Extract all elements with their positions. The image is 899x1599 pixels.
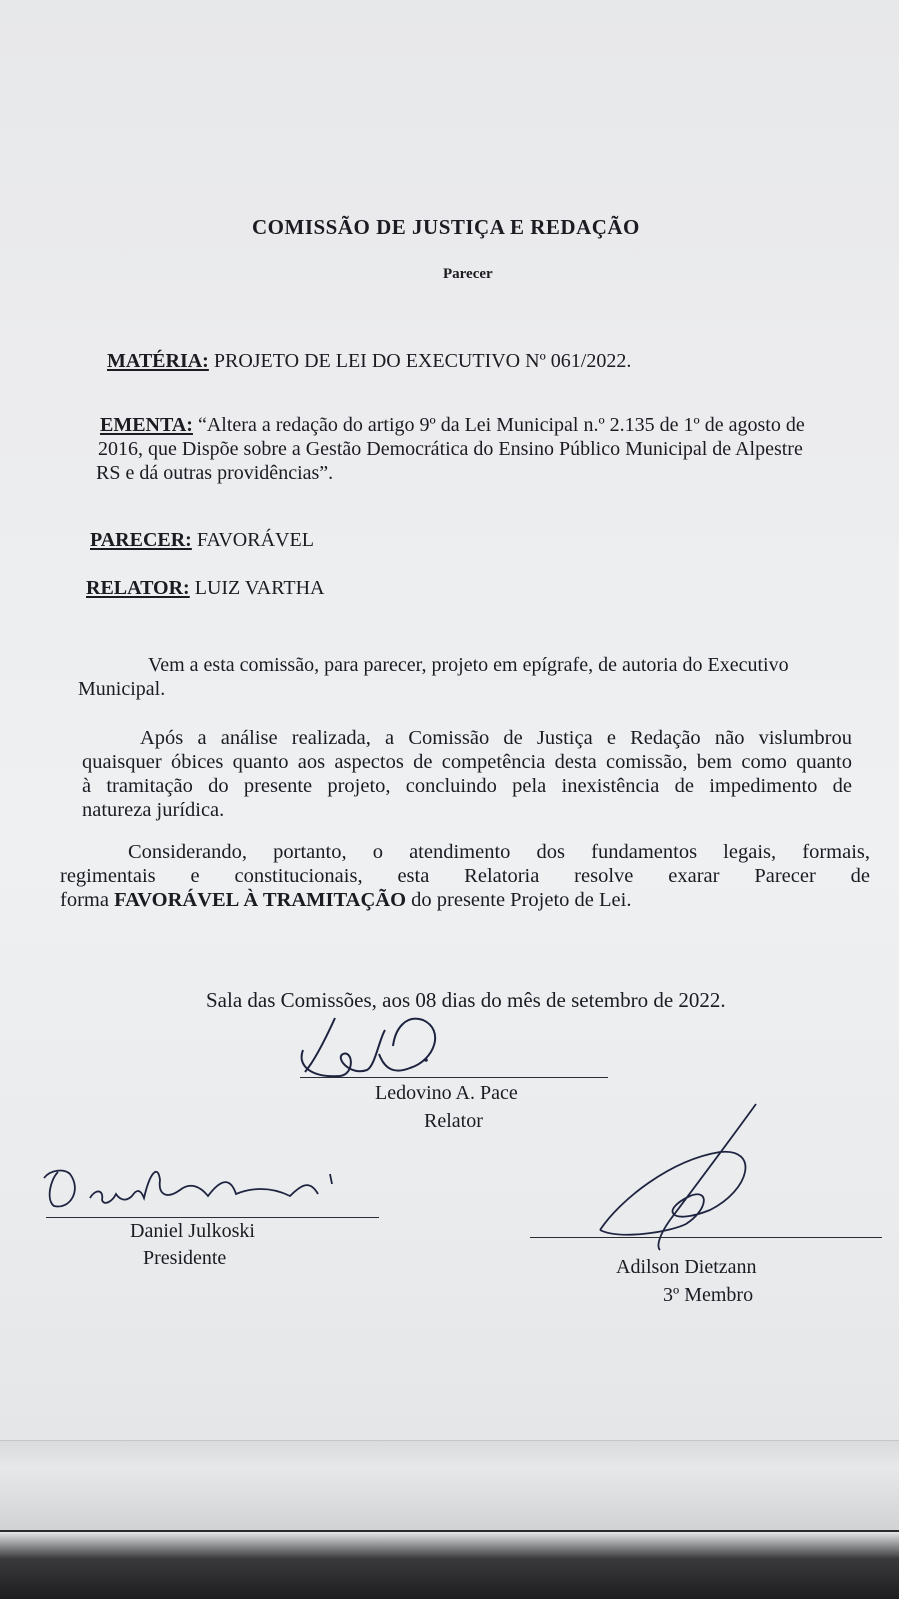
- relator-label: RELATOR:: [86, 577, 190, 599]
- paragraph-3-text-a: forma: [60, 889, 115, 911]
- paragraph-3-bold-text: FAVORÁVEL À TRAMITAÇÃO: [114, 889, 407, 911]
- relator-value: LUIZ VARTHA: [189, 577, 325, 599]
- parecer-label: PARECER:: [90, 529, 192, 551]
- paper-fold: [0, 1440, 899, 1530]
- relator-name: Ledovino A. Pace: [375, 1082, 518, 1104]
- document-title: COMISSÃO DE JUSTIÇA E REDAÇÃO: [252, 215, 640, 239]
- paragraph-2: [82, 726, 852, 822]
- ementa-text-1: “Altera a redação do artigo 9º da Lei Municipal n.º 2.135 de 1º de agosto de: [192, 414, 805, 436]
- paragraph-3: [60, 840, 870, 912]
- paragraph-2-line-4: natureza jurídica.: [82, 799, 225, 821]
- place-date: Sala das Comissões, aos 08 dias do mês de setembro de 2022.: [206, 988, 726, 1012]
- background-surface: [0, 1532, 899, 1599]
- membro-name: Adilson Dietzann: [616, 1256, 757, 1278]
- membro-signature-line: [530, 1237, 882, 1238]
- ementa-line-3: RS e dá outras providências”.: [96, 462, 334, 484]
- presidente-role: Presidente: [143, 1247, 227, 1269]
- presidente-signature-line: [46, 1217, 379, 1218]
- parecer-value: FAVORÁVEL: [191, 529, 314, 551]
- presidente-name: Daniel Julkoski: [130, 1220, 255, 1242]
- paragraph-3-line-1: Considerando, portanto, o atendimento dos fundamentos legais, formais,: [128, 841, 870, 863]
- paragraph-2-line-2: quaisquer óbices quanto aos aspectos de competência desta comissão, bem como quanto: [82, 751, 852, 773]
- paragraph-3-line-2: regimentais e constitucionais, esta Relatoria resolve exarar Parecer de: [60, 865, 870, 887]
- relator-role: Relator: [424, 1110, 483, 1132]
- ementa-line-1: [100, 413, 805, 437]
- presidente-signature: [40, 1160, 360, 1220]
- materia-line: [107, 349, 631, 373]
- paragraph-3-text-b: do presente Projeto de Lei.: [406, 889, 632, 911]
- paragraph-1-line-1: Vem a esta comissão, para parecer, projeto em epígrafe, de autoria do Executivo: [148, 654, 789, 676]
- membro-role: 3º Membro: [663, 1284, 754, 1306]
- materia-value: PROJETO DE LEI DO EXECUTIVO Nº 061/2022.: [208, 350, 632, 372]
- paragraph-3-line-3: [60, 888, 870, 912]
- relator-signature: [295, 1010, 455, 1090]
- membro-signature: [590, 1100, 790, 1270]
- parecer-line: [90, 528, 314, 552]
- paragraph-2-line-1: Após a análise realizada, a Comissão de Justiça e Redação não vislumbrou: [140, 727, 852, 749]
- paragraph-1-line-2: Municipal.: [78, 678, 166, 700]
- relator-signature-line: [300, 1077, 608, 1078]
- ementa-label: EMENTA:: [100, 414, 193, 436]
- ementa-line-2: 2016, que Dispõe sobre a Gestão Democrática do Ensino Público Municipal de Alpestre: [98, 438, 803, 460]
- materia-label: MATÉRIA:: [107, 350, 209, 372]
- document-subtitle: Parecer: [443, 266, 493, 282]
- relator-line: [86, 576, 324, 600]
- paragraph-2-line-3: à tramitação do presente projeto, concluindo pela inexistência de impedimento de: [82, 775, 852, 797]
